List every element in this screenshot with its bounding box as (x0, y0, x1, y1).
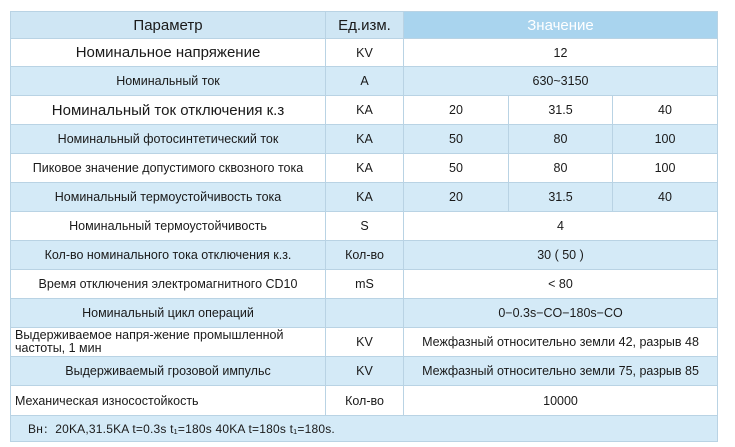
row-value: 630~3150 (404, 67, 718, 96)
row-param: Номинальный фотосинтетический ток (11, 125, 326, 154)
table-row (11, 96, 718, 125)
row-value-1: 50 (404, 154, 509, 183)
header-param: Параметр (11, 12, 326, 39)
table-row (11, 357, 718, 386)
row-param: Кол-во номинального тока отключения к.з. (11, 241, 326, 270)
note-row (11, 416, 718, 442)
row-value: Межфазный относительно земли 75, разрыв 85 (404, 357, 718, 386)
row-value: < 80 (404, 270, 718, 299)
row-unit (326, 299, 404, 328)
row-value-2: 31.5 (509, 96, 613, 125)
row-value-1: 20 (404, 96, 509, 125)
table-row (11, 67, 718, 96)
header-unit: Ед.изм. (326, 12, 404, 39)
row-value: 30 ( 50 ) (404, 241, 718, 270)
table-row (11, 39, 718, 67)
row-value-2: 80 (509, 154, 613, 183)
row-unit: Кол-во (326, 386, 404, 416)
row-value-2: 31.5 (509, 183, 613, 212)
row-unit: S (326, 212, 404, 241)
footnote: Вн：20KA,31.5KA t=0.3s t₁=180s 40KA t=180s t₁=180s. (11, 416, 718, 442)
row-param: Номинальный ток отключения к.з (11, 96, 326, 125)
row-value: 12 (404, 39, 718, 67)
row-unit: KV (326, 39, 404, 67)
row-param: Выдерживаемое напря-жение промышленной частоты, 1 мин (11, 328, 326, 357)
table-row (11, 212, 718, 241)
row-param: Номинальный цикл операций (11, 299, 326, 328)
table-row (11, 125, 718, 154)
row-value-1: 20 (404, 183, 509, 212)
row-value-3: 40 (613, 183, 718, 212)
row-param: Выдерживаемый грозовой импульс (11, 357, 326, 386)
table-row (11, 154, 718, 183)
table-row (11, 270, 718, 299)
row-value: 0−0.3s−CO−180s−CO (404, 299, 718, 328)
row-value-3: 100 (613, 154, 718, 183)
table-row (11, 299, 718, 328)
table-row (11, 328, 718, 357)
row-unit: KA (326, 125, 404, 154)
row-value: 4 (404, 212, 718, 241)
row-value-1: 50 (404, 125, 509, 154)
row-unit: KV (326, 357, 404, 386)
row-param: Номинальное напряжение (11, 39, 326, 67)
row-unit: KA (326, 154, 404, 183)
row-value: Межфазный относительно земли 42, разрыв 48 (404, 328, 718, 357)
row-unit: Кол-во (326, 241, 404, 270)
row-value: 10000 (404, 386, 718, 416)
row-value-3: 40 (613, 96, 718, 125)
row-unit: mS (326, 270, 404, 299)
row-value-2: 80 (509, 125, 613, 154)
row-param: Механическая износостойкость (11, 386, 326, 416)
row-value-3: 100 (613, 125, 718, 154)
row-param: Время отключения электромагнитного CD10 (11, 270, 326, 299)
spec-table (10, 11, 718, 442)
row-param: Номинальный ток (11, 67, 326, 96)
header-row (11, 12, 718, 39)
row-param: Номинальный термоустойчивость тока (11, 183, 326, 212)
row-unit: KA (326, 183, 404, 212)
table-row (11, 386, 718, 416)
header-value: Значение (404, 12, 718, 39)
row-unit: KA (326, 96, 404, 125)
row-unit: A (326, 67, 404, 96)
row-unit: KV (326, 328, 404, 357)
table-row (11, 241, 718, 270)
row-param: Номинальный термоустойчивость (11, 212, 326, 241)
row-param: Пиковое значение допустимого сквозного тока (11, 154, 326, 183)
table-row (11, 183, 718, 212)
